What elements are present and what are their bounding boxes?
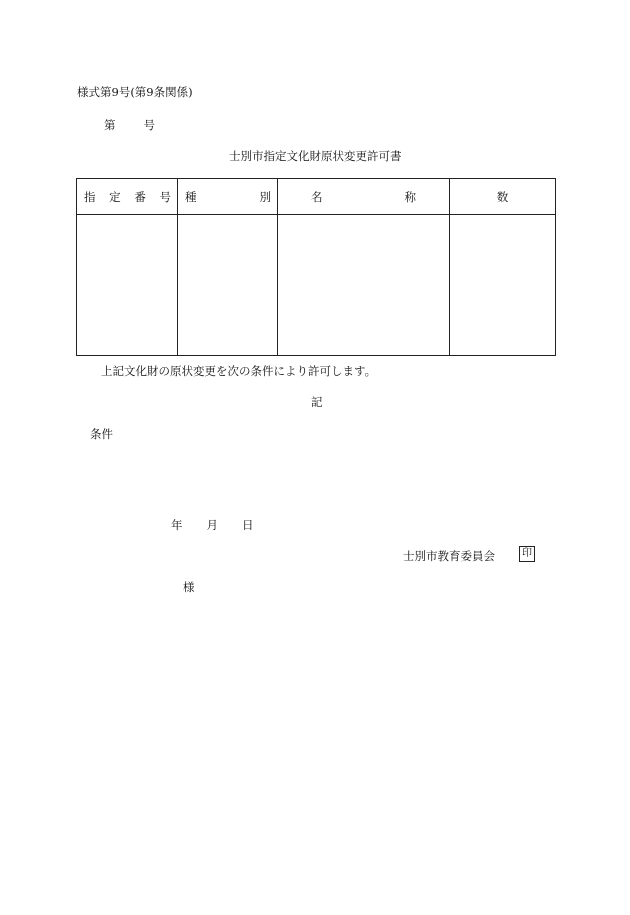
form-label: 様式第9号(第9条関係) (77, 85, 193, 99)
cell-designation-number (77, 215, 178, 356)
date-line (171, 517, 254, 533)
header-name (278, 179, 450, 215)
header-char: 番 (134, 189, 146, 204)
cell-name (278, 215, 450, 356)
header-char: 称 (404, 189, 416, 204)
header-char: 指 (84, 189, 96, 204)
addressee-suffix: 様 (183, 580, 195, 594)
header-quantity (450, 179, 556, 215)
header-char: 名 (311, 189, 323, 204)
date-year: 年 (171, 518, 183, 532)
number-suffix: 号 (143, 118, 155, 132)
number-prefix: 第 (104, 118, 116, 132)
table-header-row (77, 179, 556, 215)
cultural-property-table (76, 178, 556, 356)
document-number (104, 117, 155, 133)
header-type (178, 179, 278, 215)
date-day: 日 (242, 518, 254, 532)
cell-type (178, 215, 278, 356)
header-designation-number (77, 179, 178, 215)
ki-heading: 記 (311, 395, 323, 409)
header-char: 数 (496, 189, 509, 204)
header-char: 定 (109, 189, 121, 204)
header-char: 号 (159, 189, 171, 204)
table-row (77, 215, 556, 356)
date-month: 月 (206, 518, 218, 532)
document-title: 士別市指定文化財原状変更許可書 (229, 149, 402, 163)
conditions-label: 条件 (90, 427, 113, 441)
header-char: 種 (185, 189, 197, 204)
permission-statement: 上記文化財の原状変更を次の条件により許可します。 (101, 364, 377, 378)
cell-quantity (450, 215, 556, 356)
seal-mark: 印 (519, 546, 535, 562)
issuer-name: 士別市教育委員会 (403, 549, 495, 563)
header-char: 別 (259, 189, 271, 204)
